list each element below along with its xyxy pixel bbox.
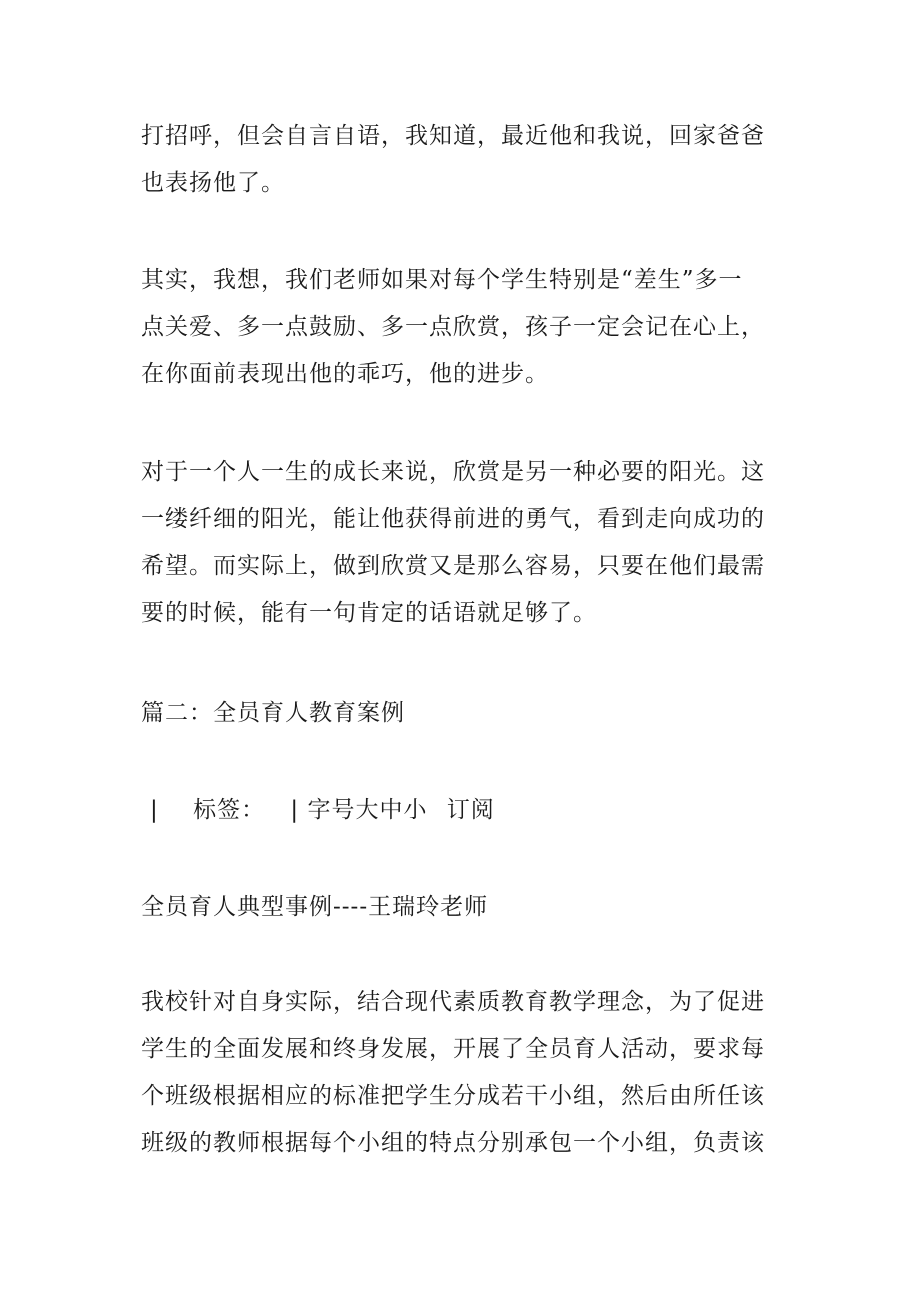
paragraph-line: 个班级根据相应的标准把学生分成若干小组，然后由所任该 [141,1083,765,1109]
separator: | [290,797,299,823]
body-paragraph [141,979,801,1167]
paragraph-line: 希望。而实际上，做到欣赏又是那么容易，只要在他们最需 [141,553,765,579]
paragraph-3 [141,449,801,637]
paragraph-1 [141,113,801,207]
case-title: 全员育人典型事例----王瑞玲老师 [141,894,489,920]
separator: | [150,797,158,823]
paragraph-line: 也表扬他了。 [141,170,285,196]
tags-bar [150,790,495,830]
section-title: 篇二：全员育人教育案例 [141,700,405,726]
paragraph-line: 其实，我想，我们老师如果对每个学生特别是“差生”多一 [141,267,743,293]
subscribe-link[interactable]: 订阅 [446,797,495,823]
paragraph-line: 我校针对自身实际，结合现代素质教育教学理念，为了促进 [141,989,765,1015]
paragraph-line: 要的时候，能有一句肯定的话语就足够了。 [141,600,597,626]
tags-label: 标签： [193,797,266,823]
paragraph-line: 在你面前表现出他的乖巧，他的进步。 [141,361,549,387]
paragraph-line: 点关爱、多一点鼓励、多一点欣赏，孩子一定会记在心上， [141,314,765,340]
paragraph-line: 对于一个人一生的成长来说，欣赏是另一种必要的阳光。这 [141,459,765,485]
paragraph-line: 学生的全面发展和终身发展，开展了全员育人活动，要求每 [141,1036,765,1062]
font-size-link[interactable]: 字号大中小 [307,797,428,823]
paragraph-line: 一缕纤细的阳光，能让他获得前进的勇气，看到走向成功的 [141,506,765,532]
paragraph-line: 打招呼，但会自言自语，我知道，最近他和我说，回家爸爸 [141,123,765,149]
paragraph-line: 班级的教师根据每个小组的特点分别承包一个小组，负责该 [141,1130,765,1156]
paragraph-2 [141,257,801,398]
